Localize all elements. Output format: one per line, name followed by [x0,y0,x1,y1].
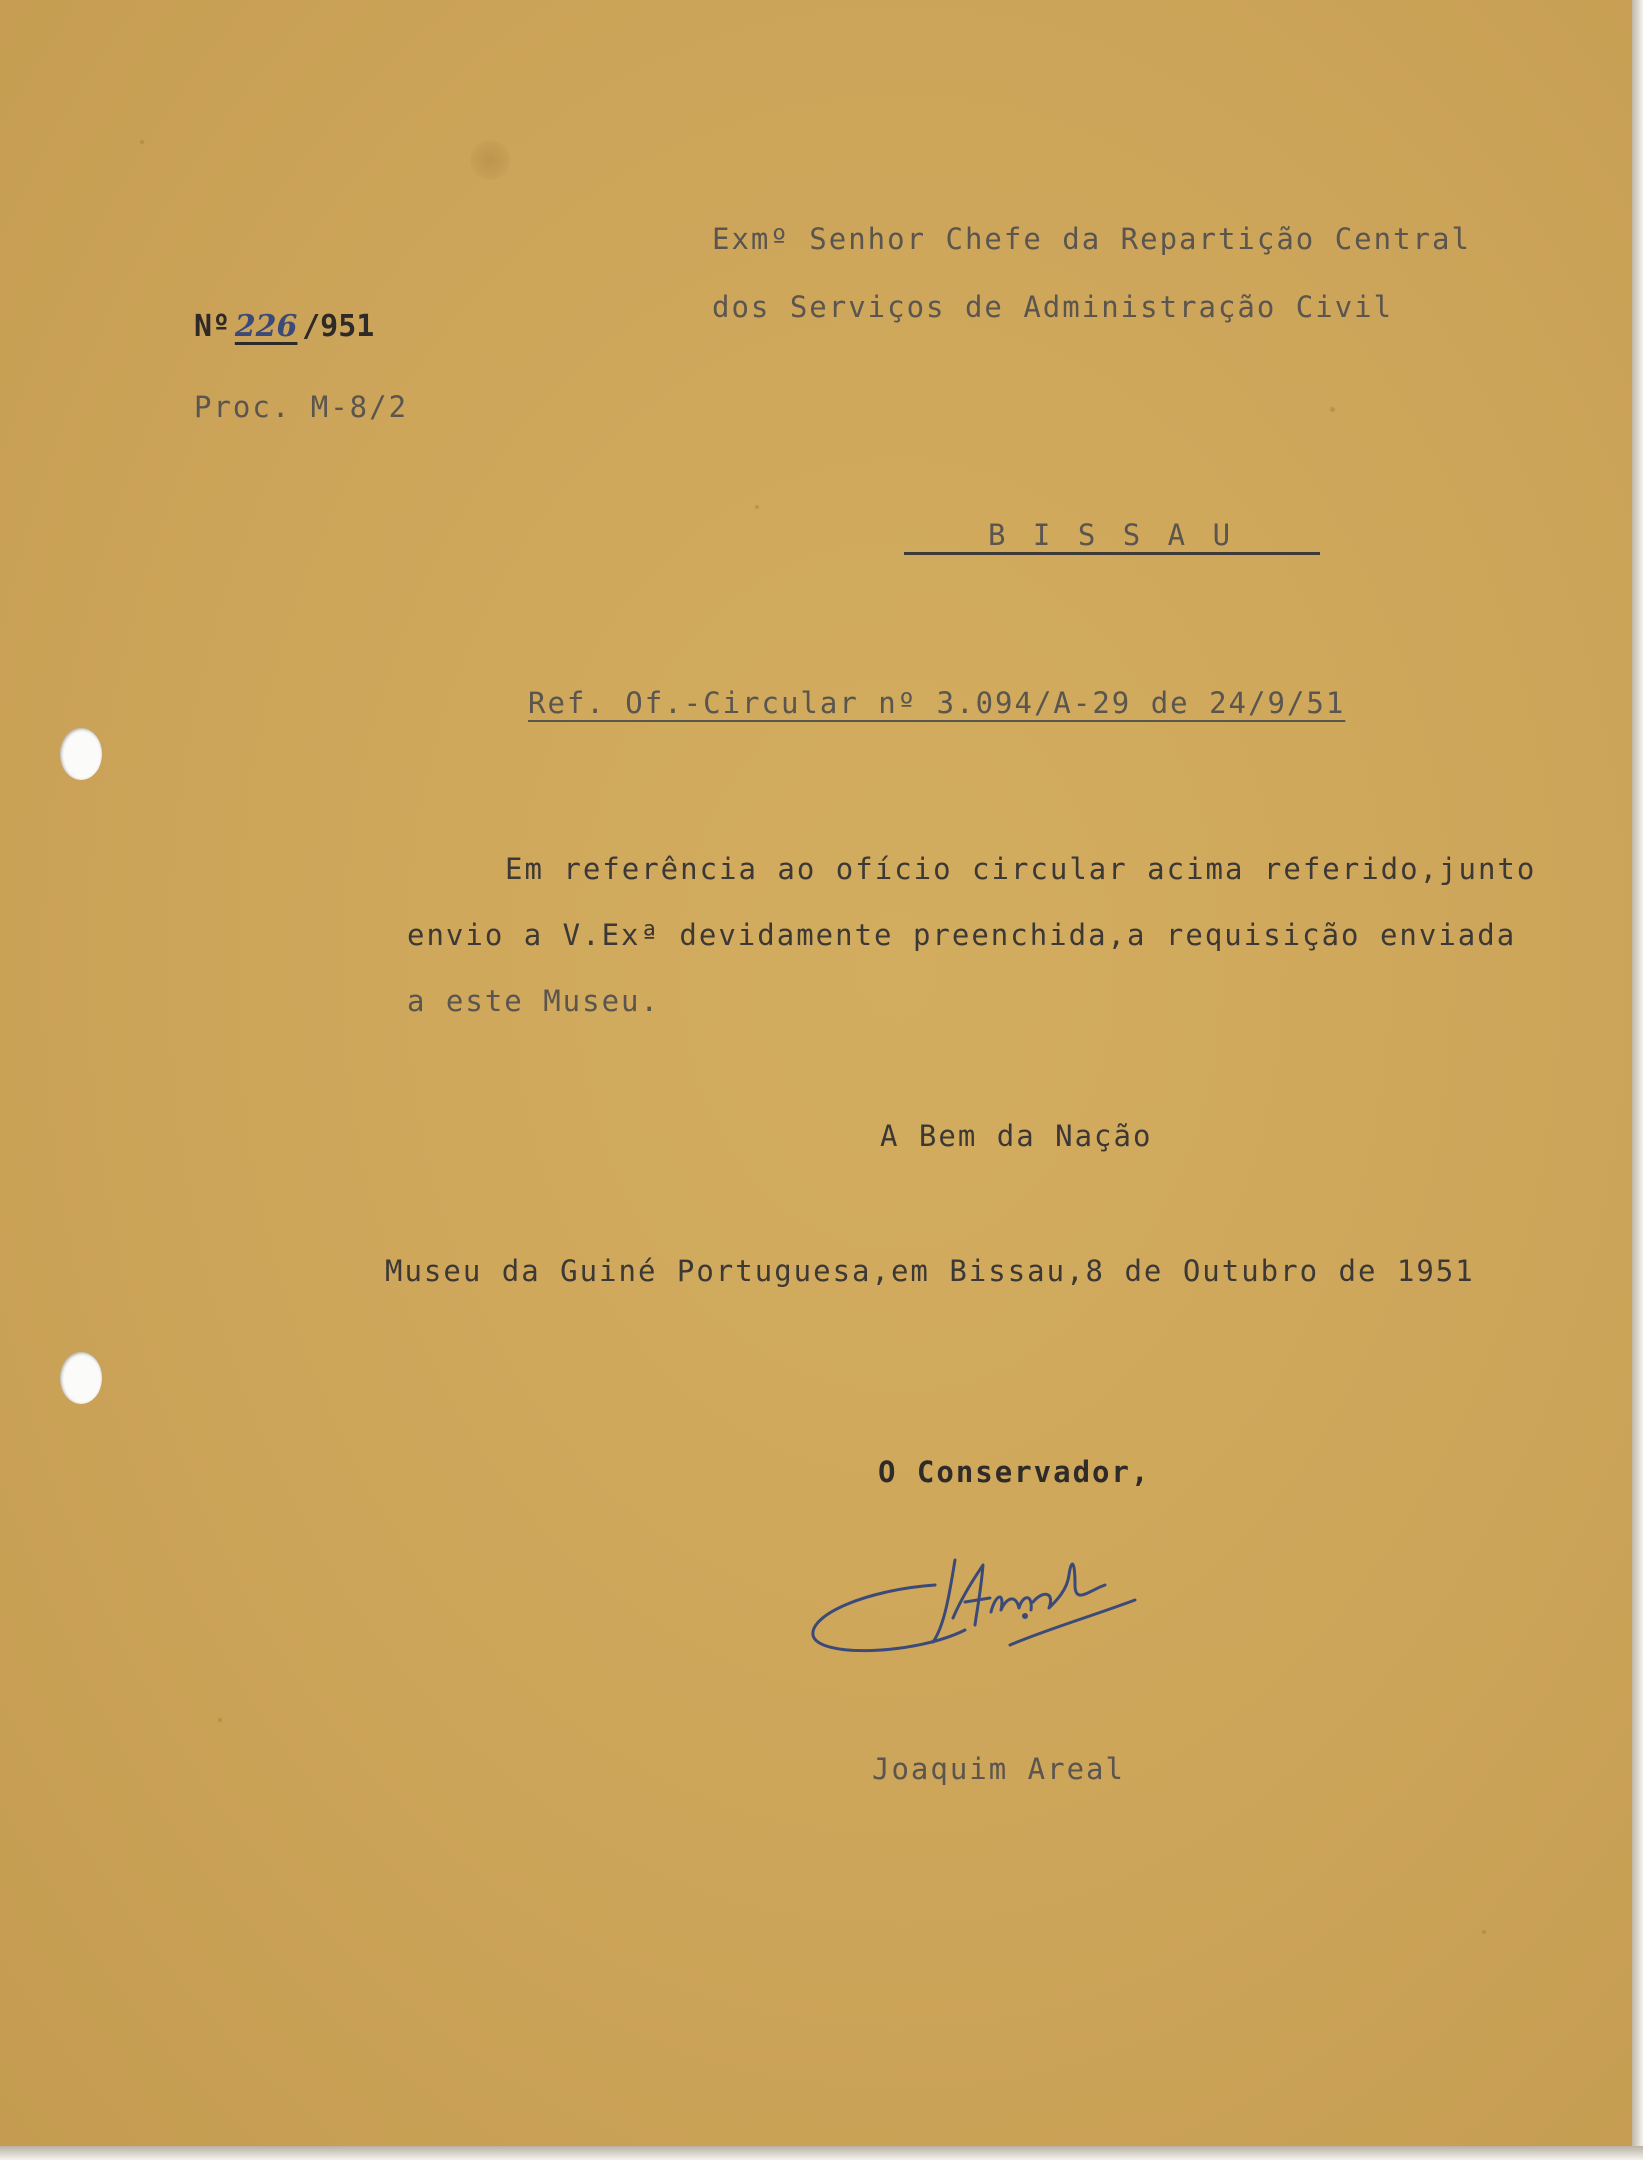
paper-speck [755,505,759,509]
reference-suffix: /951 [302,309,375,344]
signature [805,1530,1150,1669]
recipient-line-1: Exmº Senhor Chefe da Repartição Central [712,222,1471,256]
signatory-title: O Conservador, [878,1455,1151,1489]
recipient-city: B I S S A U [988,518,1236,552]
paper-speck [218,1718,222,1722]
punch-hole-lower [60,1352,102,1404]
paper-speck [1330,407,1335,412]
paper-speck [140,140,144,144]
signature-drawing [805,1530,1150,1665]
body-line-2: envio a V.Exª devidamente preenchida,a requisição enviada [407,918,1517,952]
scan-border-right [1632,0,1643,2160]
reference-prefix: Nº [194,309,231,344]
body-line-1: Em referência ao ofício circular acima referido,junto [505,852,1537,886]
signatory-name: Joaquim Areal [872,1752,1125,1786]
reference-number [194,309,374,344]
body-line-3: a este Museu. [407,984,660,1018]
place-date: Museu da Guiné Portuguesa,em Bissau,8 de Outubro de 1951 [385,1254,1475,1288]
closing-salutation: A Bem da Nação [880,1119,1153,1153]
scan-border-bottom [0,2146,1643,2160]
paper-stain [470,140,510,180]
recipient-line-2: dos Serviços de Administração Civil [712,290,1394,324]
punch-hole-upper [60,728,102,780]
process-number: Proc. M-8/2 [194,390,409,424]
subject-reference: Ref. Of.-Circular nº 3.094/A-29 de 24/9/51 [528,686,1346,720]
city-underline [904,552,1320,555]
paper-speck [1482,1930,1486,1934]
reference-number-handwritten: 226 [234,309,298,344]
